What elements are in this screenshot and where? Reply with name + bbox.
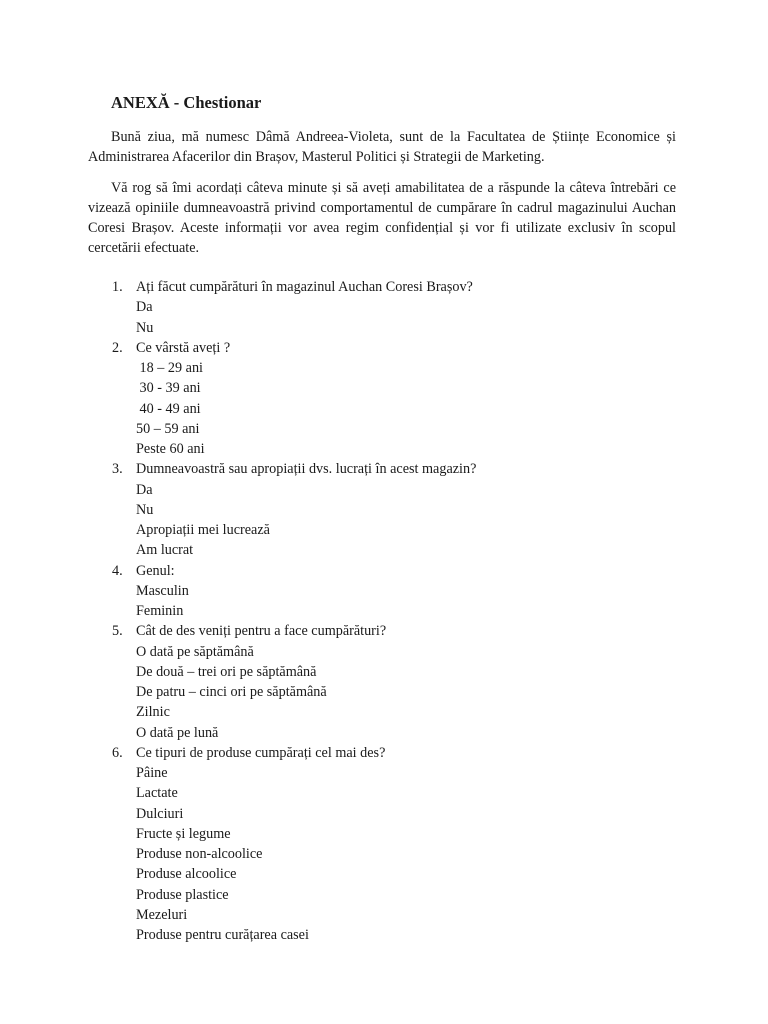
answer-option: Da — [136, 481, 153, 498]
intro-paragraph-request — [88, 178, 676, 258]
answer-option: Pâine — [136, 765, 168, 781]
answer-option: Zilnic — [136, 704, 170, 721]
question-text: Dumneavoastră sau apropiații dvs. lucrați în acest magazin? — [136, 461, 477, 478]
intro-paragraph-greeting — [88, 127, 676, 167]
answer-option: Da — [136, 299, 153, 316]
question-item — [88, 561, 688, 622]
answer-option: De patru – cinci ori pe săptămână — [136, 684, 327, 700]
answer-option: 18 – 29 ani — [136, 360, 203, 376]
answer-option: Produse alcoolice — [136, 866, 237, 883]
answer-option: Nu — [136, 501, 154, 518]
question-text: Genul: — [136, 562, 175, 579]
question-number: 3. — [112, 461, 123, 478]
questionnaire-list — [88, 277, 688, 945]
answer-option: 40 - 49 ani — [136, 400, 201, 417]
answer-option: Am lucrat — [136, 542, 194, 559]
answer-option: O dată pe săptămână — [136, 643, 254, 660]
intro-paragraph-text: Vă rog să îmi acordați câteva minute și să aveți amabilitatea de a răspunde la câteva întrebări ce vizează opiniile dumneavoastră privind comportamentul de cumpărare în cadrul magazinului Auchan Coresi Brașov. Aceste informații vor avea regim confidențial și vor fi utilizate exclusiv în scopul cercetării efectuate. — [88, 180, 676, 256]
question-item — [88, 277, 688, 338]
question-number: 4. — [112, 562, 123, 579]
question-item — [88, 743, 688, 946]
question-number: 5. — [112, 623, 123, 640]
question-text: Ce vârstă aveți ? — [136, 339, 231, 356]
question-text: Cât de des veniți pentru a face cumpărături? — [136, 623, 387, 640]
answer-option: 30 - 39 ani — [136, 380, 201, 397]
question-number: 1. — [112, 279, 123, 295]
answer-option: De două – trei ori pe săptămână — [136, 663, 317, 680]
question-text: Ați făcut cumpărături în magazinul Auchan Coresi Brașov? — [136, 279, 473, 295]
answer-option: Mezeluri — [136, 906, 188, 923]
answer-option: Produse non-alcoolice — [136, 846, 263, 862]
answer-option: Nu — [136, 319, 154, 336]
question-item — [88, 459, 688, 560]
question-text: Ce tipuri de produse cumpărați cel mai des? — [136, 744, 386, 761]
answer-option: Apropiații mei lucrează — [136, 522, 270, 538]
answer-option: O dată pe lună — [136, 724, 219, 741]
answer-option: Peste 60 ani — [136, 441, 205, 457]
question-item — [88, 621, 688, 743]
answer-option: 50 – 59 ani — [136, 420, 200, 437]
answer-option: Masculin — [136, 582, 189, 599]
answer-option: Feminin — [136, 603, 184, 619]
question-item — [88, 338, 688, 460]
answer-option: Fructe și legume — [136, 825, 231, 842]
answer-option: Lactate — [136, 785, 178, 802]
answer-option: Produse plastice — [136, 886, 229, 903]
document-title: ANEXĂ - Chestionar — [111, 93, 262, 112]
intro-paragraph-text: Bună ziua, mă numesc Dâmă Andreea-Violeta, sunt de la Facultatea de Științe Economice și Administrarea Afacerilor din Brașov, Masterul Politici și Strategii de Marketing. — [88, 129, 676, 165]
answer-option: Dulciuri — [136, 805, 184, 822]
answer-option: Produse pentru curățarea casei — [136, 927, 309, 943]
question-number: 6. — [112, 744, 123, 761]
question-number: 2. — [112, 339, 123, 356]
